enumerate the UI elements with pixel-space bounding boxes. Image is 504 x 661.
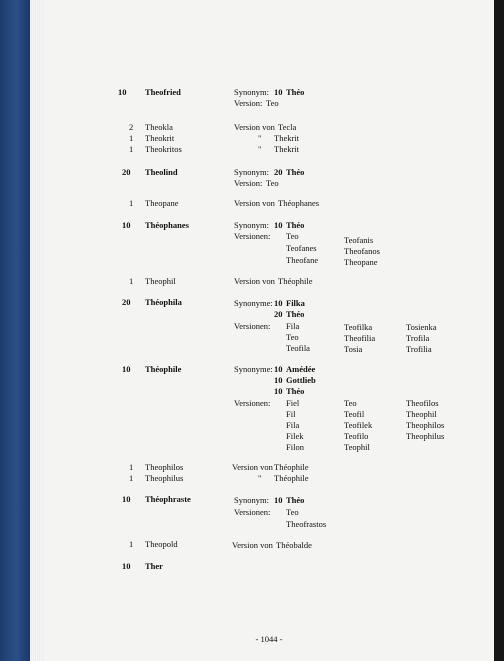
relation-label: Synonym:	[234, 167, 269, 177]
version-name: Filon	[286, 442, 304, 452]
version-name: Trofila	[406, 333, 430, 343]
entry-name: Théophila	[145, 297, 182, 307]
version-name: Fil	[286, 409, 296, 419]
relation-label: Synonym:	[234, 495, 269, 505]
entry-count: 10	[118, 87, 127, 97]
relation-count: 10	[274, 298, 283, 308]
version-name: Fila	[286, 321, 300, 331]
version-name: Theophilus	[406, 431, 445, 441]
ditto-mark: "	[258, 473, 262, 483]
version-name: Teo	[286, 332, 299, 342]
relation-name: Teo	[266, 178, 279, 188]
ditto-mark: "	[258, 133, 262, 143]
relation-count: 20	[274, 309, 283, 319]
relation-name: Théophanes	[278, 198, 320, 208]
relation-label: Version von	[232, 462, 273, 472]
relation-label: Synonyme:	[234, 298, 273, 308]
entry-name: Theofried	[145, 87, 181, 97]
relation-count: 10	[274, 87, 283, 97]
version-name: Teofila	[286, 343, 310, 353]
relation-name: Thekrit	[274, 144, 300, 154]
version-name: Teofilek	[344, 420, 373, 430]
relation-label: Version:	[234, 98, 263, 108]
version-name: Theophilos	[406, 420, 445, 430]
version-name: Teofil	[344, 409, 365, 419]
entry-name: Theophil	[145, 276, 176, 286]
relation-count: 10	[274, 375, 283, 385]
entry-count: 1	[129, 473, 134, 483]
entry-name: Theophilos	[145, 462, 184, 472]
version-name: Theofrastos	[286, 519, 327, 529]
relation-count: 10	[274, 364, 283, 374]
relation-label: Synonym:	[234, 87, 269, 97]
entry-count: 20	[122, 297, 131, 307]
version-name: Teofanis	[344, 235, 374, 245]
version-name: Teo	[286, 507, 299, 517]
relation-label: Versionen:	[234, 231, 271, 241]
entry-count: 1	[129, 539, 134, 549]
page-number: - 1044 -	[255, 634, 283, 644]
version-name: Teo	[286, 231, 299, 241]
entry-count: 2	[129, 122, 134, 132]
entry-name: Theophilus	[145, 473, 184, 483]
version-name: Fiel	[286, 398, 300, 408]
entry-count: 1	[129, 462, 134, 472]
relation-name: Amédée	[286, 364, 316, 374]
book-binding	[0, 0, 30, 661]
entry-name: Théophile	[145, 364, 182, 374]
entry-name: Theopane	[145, 198, 179, 208]
relation-name: Thekrit	[274, 133, 300, 143]
version-name: Teophil	[344, 442, 370, 452]
entry-count: 10	[122, 364, 131, 374]
version-name: Theophil	[406, 409, 437, 419]
entry-count: 1	[129, 133, 134, 143]
relation-name: Filka	[286, 298, 305, 308]
version-name: Filek	[286, 431, 304, 441]
version-name: Theofilos	[406, 398, 439, 408]
page-stack-edge	[30, 0, 44, 661]
relation-label: Versionen:	[234, 321, 271, 331]
relation-name: Théobalde	[276, 540, 312, 550]
relation-name: Théo	[286, 167, 305, 177]
scan-border	[494, 0, 504, 661]
entry-count: 10	[122, 494, 131, 504]
version-name: Theofanos	[344, 246, 380, 256]
entry-count: 10	[122, 220, 131, 230]
version-name: Teo	[344, 398, 357, 408]
relation-name: Tecla	[278, 122, 297, 132]
version-name: Tosienka	[406, 322, 437, 332]
version-name: Teofilka	[344, 322, 373, 332]
entry-count: 20	[122, 167, 131, 177]
entry-name: Theopold	[145, 539, 178, 549]
version-name: Fila	[286, 420, 300, 430]
entry-name: Theolind	[145, 167, 178, 177]
entry-count: 10	[122, 561, 131, 571]
version-name: Theofane	[286, 255, 319, 265]
relation-name: Théophile	[274, 473, 309, 483]
relation-count: 20	[274, 167, 283, 177]
entry-name: Theokrit	[145, 133, 175, 143]
ditto-mark: "	[258, 144, 262, 154]
relation-label: Synonyme:	[234, 364, 273, 374]
relation-name: Teo	[266, 98, 279, 108]
relation-label: Versionen:	[234, 507, 271, 517]
relation-label: Version von	[234, 276, 275, 286]
entry-name: Theokla	[145, 122, 173, 132]
relation-name: Gottlieb	[286, 375, 316, 385]
entry-name: Ther	[145, 561, 163, 571]
relation-name: Théo	[286, 87, 305, 97]
relation-count: 10	[274, 386, 283, 396]
relation-label: Version von	[232, 540, 273, 550]
entry-count: 1	[129, 276, 134, 286]
book-page	[44, 0, 494, 661]
relation-name: Théo	[286, 309, 305, 319]
version-name: Trofilia	[406, 344, 432, 354]
version-name: Theopane	[344, 257, 378, 267]
relation-name: Théo	[286, 495, 305, 505]
relation-label: Version von	[234, 198, 275, 208]
relation-label: Version:	[234, 178, 263, 188]
version-name: Teofanes	[286, 243, 317, 253]
relation-name: Théo	[286, 386, 305, 396]
version-name: Tosia	[344, 344, 363, 354]
relation-label: Synonym:	[234, 220, 269, 230]
relation-name: Théophile	[278, 276, 313, 286]
relation-name: Théo	[286, 220, 305, 230]
relation-count: 10	[274, 220, 283, 230]
entry-name: Théophanes	[145, 220, 189, 230]
entry-count: 1	[129, 144, 134, 154]
entry-name: Théophraste	[145, 494, 191, 504]
entry-count: 1	[129, 198, 134, 208]
version-name: Theofilia	[344, 333, 376, 343]
relation-label: Version von	[234, 122, 275, 132]
version-name: Teofilo	[344, 431, 369, 441]
relation-count: 10	[274, 495, 283, 505]
entry-name: Theokritos	[145, 144, 182, 154]
relation-label: Versionen:	[234, 398, 271, 408]
relation-name: Théophile	[274, 462, 309, 472]
